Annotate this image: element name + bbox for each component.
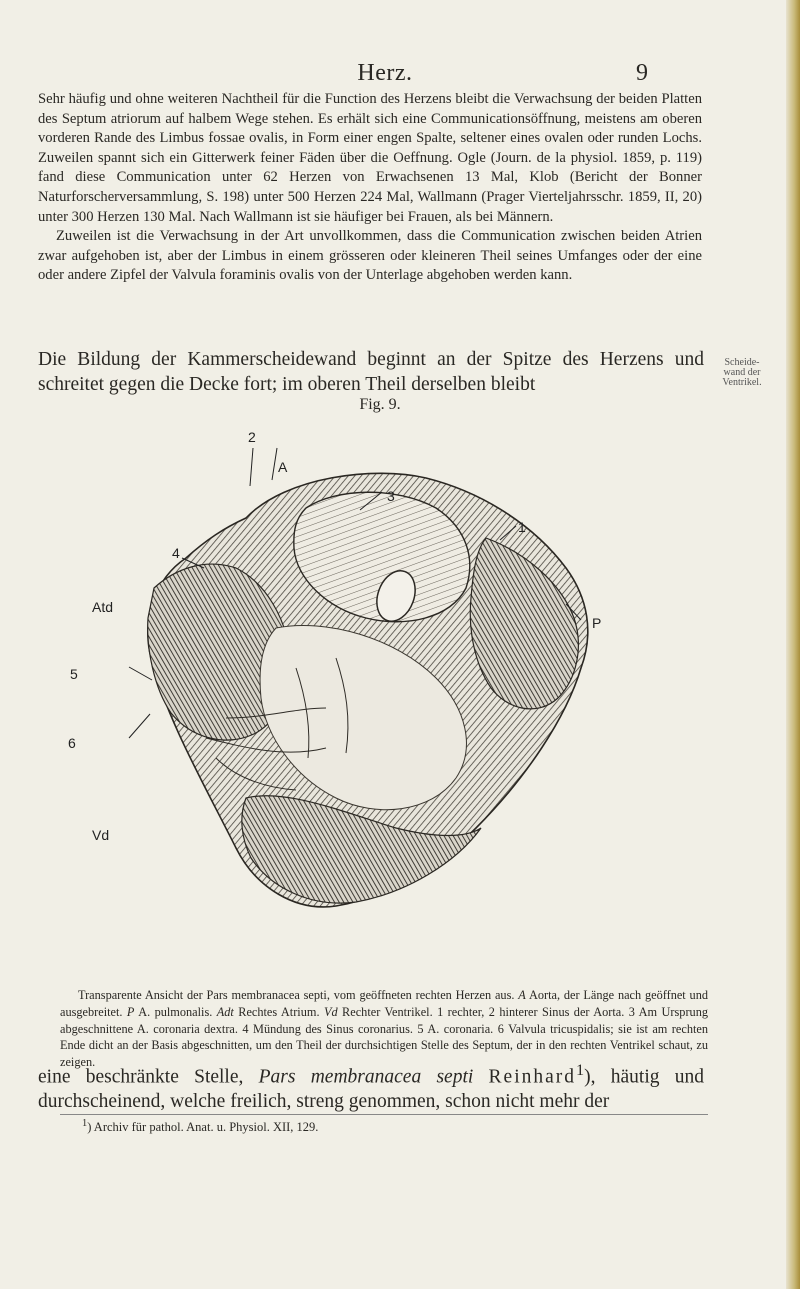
marker-atrium: Atd <box>92 599 114 615</box>
caption-abbr-aorta: A <box>518 988 526 1002</box>
footnote-rule <box>60 1114 708 1115</box>
caption-pulmonalis: A. pulmonalis. <box>134 1004 217 1019</box>
caption-atrium: Rechtes Atrium. <box>233 1004 324 1019</box>
caption-abbr-ventricle: Vd <box>323 1004 338 1019</box>
caption-abbr-pulmonalis: P <box>126 1004 135 1019</box>
margin-note-line: Scheide- <box>724 357 760 368</box>
footnote <box>82 1118 318 1135</box>
caption-ventricle: Rechter Ventrikel. 1 rechter, 2 hinterer Sinus der Aorta. 3 Am Ursprung abgeschnittene A. coronaria dextra. 4 Mündung des Sinus coronarius. 5 A. coronaria. 6 Valvula tricuspidalis; sie ist am rechten Ende dicht an der Basis abgeschnitten, um den Theil der durchsichtigen Stelle des Septum, der in den rechten Ventrikel schaut, zu zeigen. <box>60 1004 708 1070</box>
footnote-marker: 1 <box>82 1118 88 1129</box>
marker-5: 5 <box>70 666 78 682</box>
caption-aorta: Aorta, der Länge nach geöffnet und ausgebreitet. <box>60 988 709 1019</box>
marker-6: 6 <box>68 735 76 751</box>
marker-pulmonalis: P <box>592 615 602 631</box>
continuation-text <box>38 1058 704 1115</box>
page-edge <box>786 0 800 1289</box>
marker-3: 3 <box>387 488 395 504</box>
large-paragraph-text: Die Bildung der Kammerscheidewand beginnt an der Spitze des Herzens und schreitet gegen die Decke fort; im oberen Theil derselben bleibt <box>38 349 704 395</box>
marker-2: 2 <box>248 429 256 445</box>
footnote-text: ) Archiv für pathol. Anat. u. Physiol. XII, 129. <box>87 1120 319 1135</box>
marker-aorta: A <box>278 459 288 475</box>
figure-label: Fig. 9. <box>359 396 401 413</box>
paragraph-1: Sehr häufig und ohne weiteren Nachtheil für die Function des Herzens bleibt die Verwachsung der beiden Platten des Septum atriorum auf halbem Wege stehen. Es erhält sich eine Communicationsöffnung, meistens am oberen vorderen Rande des Limbus fossae ovalis, in Form einer engen Spalte, seltener eines ovalen oder runden Lochs. Zuweilen spannt sich ein Gitterwerk feiner Fäden über die Oeffnung. Ogle (Journ. de la physiol. 1859, p. 119) fand diese Communication unter 62 Herzen von Erwachsenen 13 Mal, Klob (Bericht der Bonner Naturforscherversammlung, S. 198) unter 500 Herzen 224 Mal, Wallmann (Prager Vierteljahrsschr. 1859, II, 20) unter 300 Herzen 130 Mal. Nach Wallmann ist sie häufiger bei Frauen, als bei Männern. <box>38 91 702 225</box>
running-title: Herz. <box>357 60 413 86</box>
marker-ventricle: Vd <box>92 827 110 843</box>
caption-abbr-atrium: Adt <box>216 1004 234 1019</box>
pars-membranacea-term: Pars membranacea septi <box>258 1066 474 1088</box>
continuation-paragraph <box>38 1058 704 1115</box>
page-number: 9 <box>636 60 648 86</box>
body-text <box>38 90 702 286</box>
footnote-reference[interactable]: 1 <box>576 1061 585 1079</box>
margin-note-line: wand der <box>723 367 761 378</box>
caption-line-1: Transparente Ansicht der Pars membranacea septi, vom geöffneten rechten Herzen aus. <box>78 988 515 1002</box>
margin-note-line: Ventrikel. <box>722 377 762 388</box>
continuation-before: eine beschränkte Stelle, <box>38 1066 259 1088</box>
large-paragraph <box>38 348 704 397</box>
marker-4: 4 <box>172 545 180 561</box>
paragraph-2: Zuweilen ist die Verwachsung in der Art unvollkommen, dass die Communication zwischen beiden Atrien zwar aufgehoben ist, aber der Limbus in einem grösseren oder kleineren Theil seines Umfanges oder der eine oder andere Zipfel der Valvula foraminis ovalis von der Unterlage abgehoben werden kann. <box>38 228 702 284</box>
author-reinhard: Reinhard <box>488 1066 577 1088</box>
marker-1: 1 <box>518 519 526 535</box>
heart-illustration <box>68 418 656 978</box>
margin-note <box>712 358 772 388</box>
continuation-after: ), häutig und durchscheinend, welche freilich, streng genommen, schon nicht mehr der <box>38 1066 704 1112</box>
